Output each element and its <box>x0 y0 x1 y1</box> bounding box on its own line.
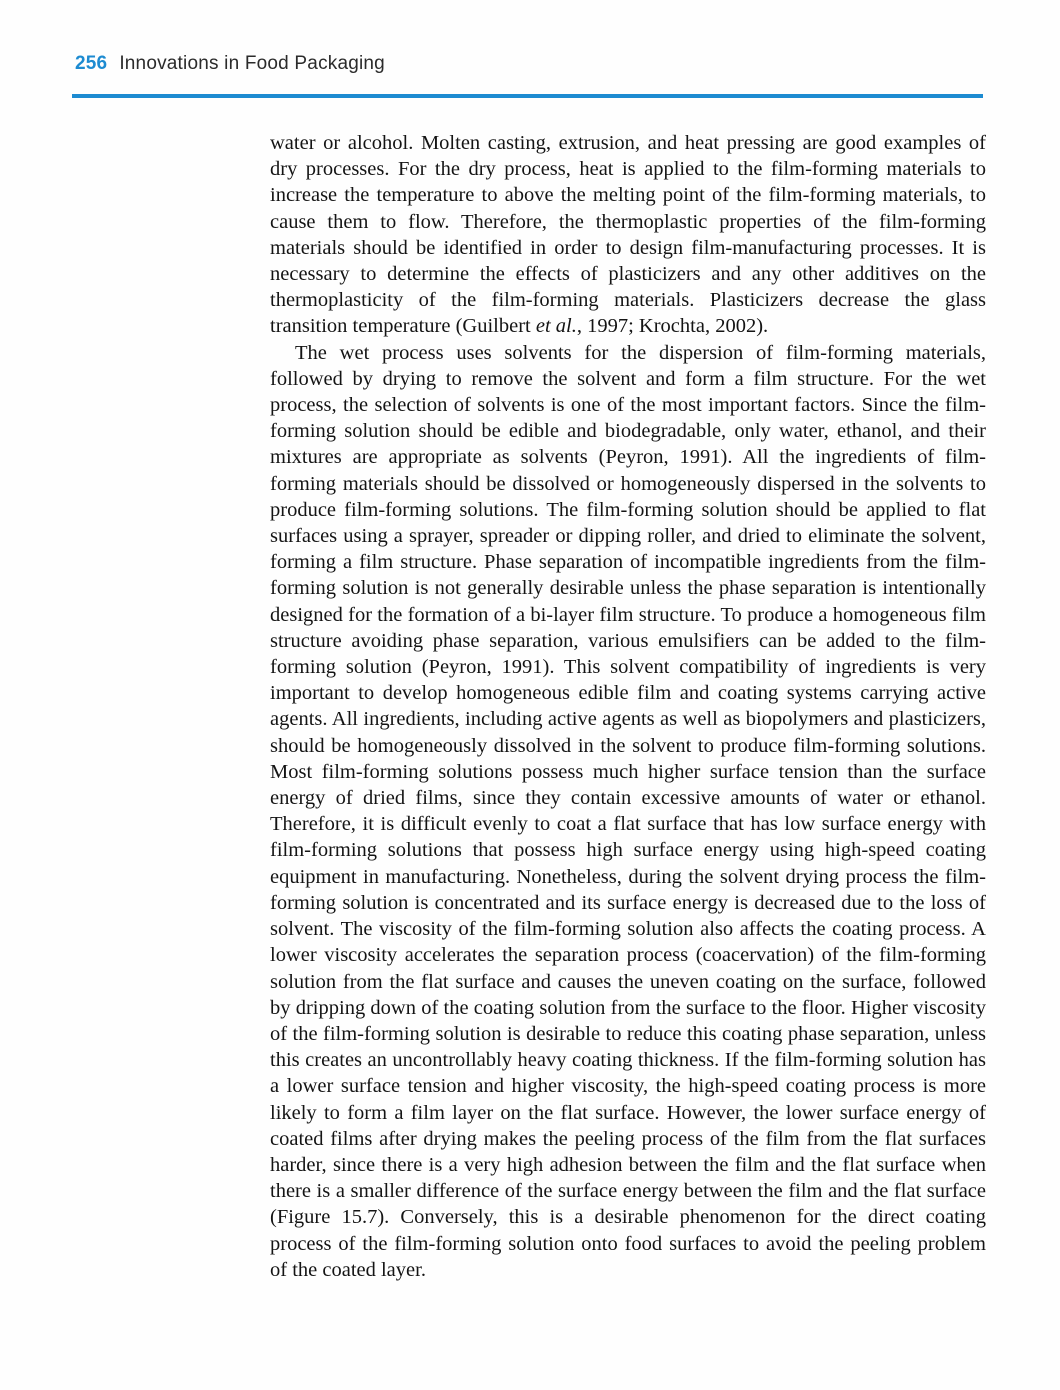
paragraph-dry-process: water or alcohol. Molten casting, extrusion, and heat pressing are good examples of dry processes. For the dry process, heat is applied to the film-forming materials to increase the temperature to above the melting point of the film-forming materials, to cause them to flow. Therefore, the thermoplastic properties of the film-forming materials should be identified in order to design film-manufacturing processes. It is necessary to determine the effects of plasticizers and any other additives on the thermoplasticity of the film-forming materials. Plasticizers decrease the glass transition temperature (Guilbert et al., 1997; Krochta, 2002). <box>270 132 986 338</box>
running-title: Innovations in Food Packaging <box>119 53 385 74</box>
paragraph-wet-process: The wet process uses solvents for the dispersion of film-forming materials, followed by drying to remove the solvent and form a film structure. For the wet process, the selection of solvents is one of the most important factors. Since the film-forming solution should be edible and biodegradable, only water, ethanol, and their mixtures are appropriate as solvents (Peyron, 1991). All the ingredients of film-forming materials should be dissolved or homogeneously dispersed in the solvents to produce film-forming solutions. The film-forming solution should be applied to flat surfaces using a sprayer, spreader or dipping roller, and dried to eliminate the solvent, forming a film structure. Phase separation of incompatible ingredients from the film-forming solution is not generally desirable unless the phase separation is intentionally designed for the formation of a bi-layer film structure. To produce a homogeneous film structure avoiding phase separation, various emulsifiers can be added to the film-forming solution (Peyron, 1991). This solvent compatibility of ingredients is very important to develop homogeneous edible film and coating systems carrying active agents. All ingredients, including active agents as well as biopolymers and plasticizers, should be homogeneously dissolved in the solvent to produce film-forming solutions. Most film-forming solutions possess much higher surface tension than the surface energy of dried films, since they contain excessive amounts of water or ethanol. Therefore, it is difficult evenly to coat a flat surface that has low surface energy with film-forming solutions that possess high surface energy using high-speed coating equipment in manufacturing. Nonetheless, during the solvent drying process the film-forming solution is concentrated and its surface energy is decreased due to the loss of solvent. The viscosity of the film-forming solution also affects the coating process. A lower viscosity accelerates the separation process (coacervation) of the film-forming solution from the flat surface and causes the uneven coating on the surface, followed by dripping down of the coating solution from the surface to the floor. Higher viscosity of the film-forming solution is desirable to reduce this coating phase separation, unless this creates an uncontrollably heavy coating thickness. If the film-forming solution has a lower surface tension and higher viscosity, the high-speed coating process is more likely to form a film layer on the flat surface. However, the lower surface energy of coated films after drying makes the peeling process of the film from the flat surfaces harder, since there is a very high adhesion between the film and the flat surface when there is a smaller difference of the surface energy between the film and the flat surface (Figure 15.7). Conversely, this is a desirable phenomenon for the direct coating process of the film-forming solution onto food surfaces to avoid the peeling problem of the coated layer. <box>270 341 986 1281</box>
running-header <box>75 52 385 76</box>
header-rule-divider <box>72 94 983 98</box>
body-text <box>270 130 986 1283</box>
page-number: 256 <box>75 53 108 74</box>
